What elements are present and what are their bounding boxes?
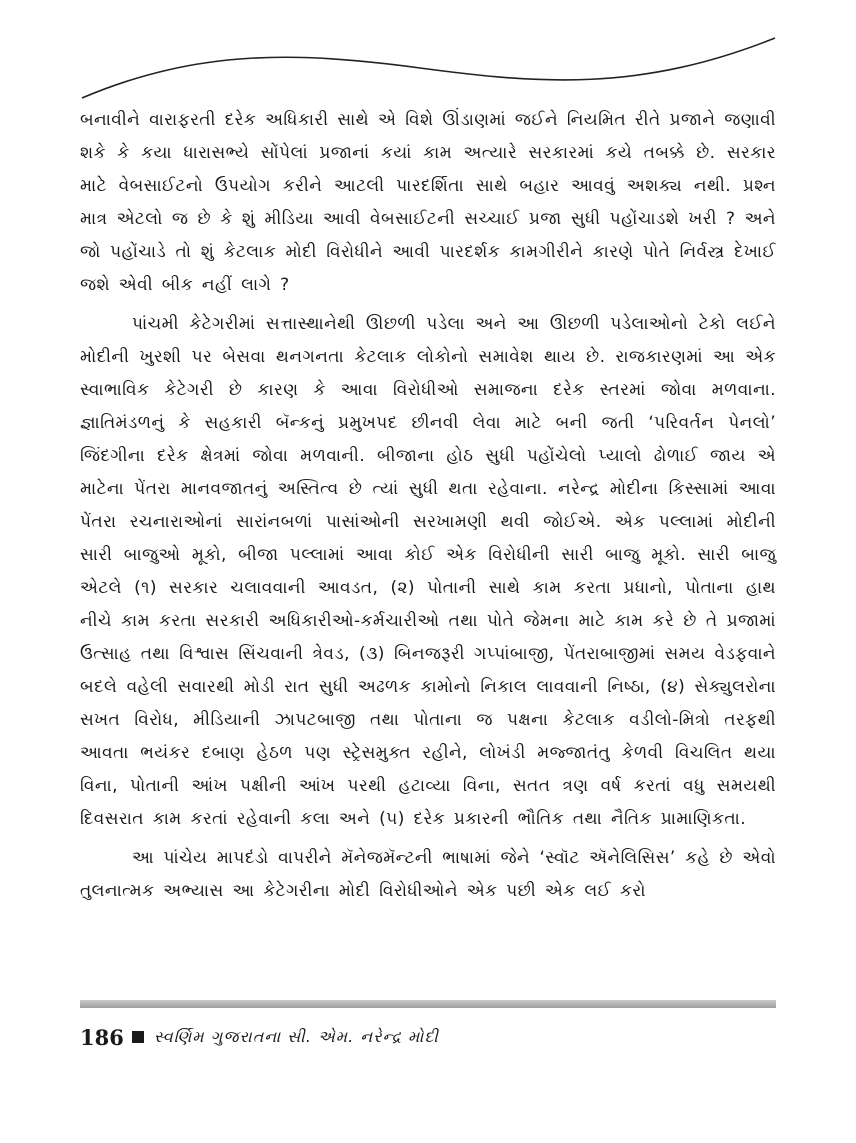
book-title: સ્વર્ણિમ ગુજરાતના સી. એમ. નરેન્દ્ર મોદી	[153, 1027, 439, 1046]
black-square-icon	[132, 1031, 144, 1043]
header-swoosh-decoration	[0, 0, 856, 110]
footer-rule	[80, 1000, 776, 1008]
body-text	[80, 104, 776, 908]
paragraph-continuation: બનાવીને વારાફરતી દરેક અધિકારી સાથે એ વિશે ઊંડાણમાં જઈને નિયમિત રીતે પ્રજાને જણાવી શકે કે કયા ધારાસભ્યે સોંપેલાં પ્રજાનાં કયાં કામ અત્યારે સરકારમાં કયે તબક્કે છે. સરકાર માટે વેબસાઈટનો ઉપયોગ કરીને આટલી પારદર્શિતા સાથે બહાર આવવું અશક્ય નથી. પ્રશ્ન માત્ર એટલો જ છે કે શું મીડિયા આવી વેબસાઈટની સચ્ચાઈ પ્રજા સુધી પહોંચાડશે ખરી ? અને જો પહોંચાડે તો શું કેટલાક મોદી વિરોધીને આવી પારદર્શક કામગીરીને કારણે પોતે નિર્વસ્ત્ર દેખાઈ જશે એવી બીક નહીં લાગે ?	[80, 110, 776, 295]
page-number: 186	[80, 1024, 124, 1050]
page-footer	[80, 1024, 439, 1050]
paragraph-swot-analysis: આ પાંચેય માપદંડો વાપરીને મૅનેજમૅન્ટની ભાષામાં જેને ‘સ્વૉટ ઍનેલિસિસ’ કહે છે એવો તુલનાત્મક અભ્યાસ આ કેટેગરીના મોદી વિરોધીઓને એક પછી એક લઈ કરો	[80, 848, 776, 901]
paragraph-fifth-category: પાંચમી કેટેગરીમાં સત્તાસ્થાનેથી ઊછળી પડેલા અને આ ઊછળી પડેલાઓનો ટેકો લઈને મોદીની ખુરશી પર બેસવા થનગનતા કેટલાક લોકોનો સમાવેશ થાય છે. રાજકારણમાં આ એક સ્વાભાવિક કેટેગરી છે કારણ કે આવા વિરોધીઓ સમાજના દરેક સ્તરમાં જોવા મળવાના. જ્ઞાતિમંડળનું કે સહકારી બૅન્કનું પ્રમુખપદ છીનવી લેવા માટે બની જતી ‘પરિવર્તન પેનલો’ જિંદગીના દરેક ક્ષેત્રમાં જોવા મળવાની. બીજાના હોઠ સુધી પહોંચેલો પ્યાલો ઢોળાઈ જાય એ માટેના પેંતરા માનવજાતનું અસ્તિત્વ છે ત્યાં સુધી થતા રહેવાના. નરેન્દ્ર મોદીના કિસ્સામાં આવા પેંતરા રચનારાઓનાં સારાંનબળાં પાસાંઓની સરખામણી થવી જોઈએ. એક પલ્લામાં મોદીની સારી બાજુઓ મૂકો, બીજા પલ્લામાં આવા કોઈ એક વિરોધીની સારી બાજુ મૂકો. સારી બાજુ એટલે (૧) સરકાર ચલાવવાની આવડત, (૨) પોતાની સાથે કામ કરતા પ્રધાનો, પોતાના હાથ નીચે કામ કરતા સરકારી અધિકારીઓ-કર્મચારીઓ તથા પોતે જેમના માટે કામ કરે છે તે પ્રજામાં ઉત્સાહ તથા વિશ્વાસ સિંચવાની ત્રેવડ, (૩) બિનજરૂરી ગપ્પાંબાજી, પેંતરાબાજીમાં સમય વેડફવાને બદલે વહેલી સવારથી મોડી રાત સુધી અઢળક કામોનો નિકાલ લાવવાની નિષ્ઠા, (૪) સેક્યુલરોના સખત વિરોધ, મીડિયાની ઝાપટબાજી તથા પોતાના જ પક્ષના કેટલાક વડીલો-મિત્રો તરફથી આવતા ભયંકર દબાણ હેઠળ પણ સ્ટ્રેસમુક્ત રહીને, લોખંડી મજ્જાતંતુ કેળવી વિચલિત થયા વિના, પોતાની આંખ પક્ષીની આંખ પરથી હટાવ્યા વિના, સતત ત્રણ વર્ષ કરતાં વધુ સમયથી દિવસરાત કામ કરતાં રહેવાની કલા અને (૫) દરેક પ્રકારની ભૌતિક તથા નૈતિક પ્રામાણિકતા.	[80, 314, 776, 829]
